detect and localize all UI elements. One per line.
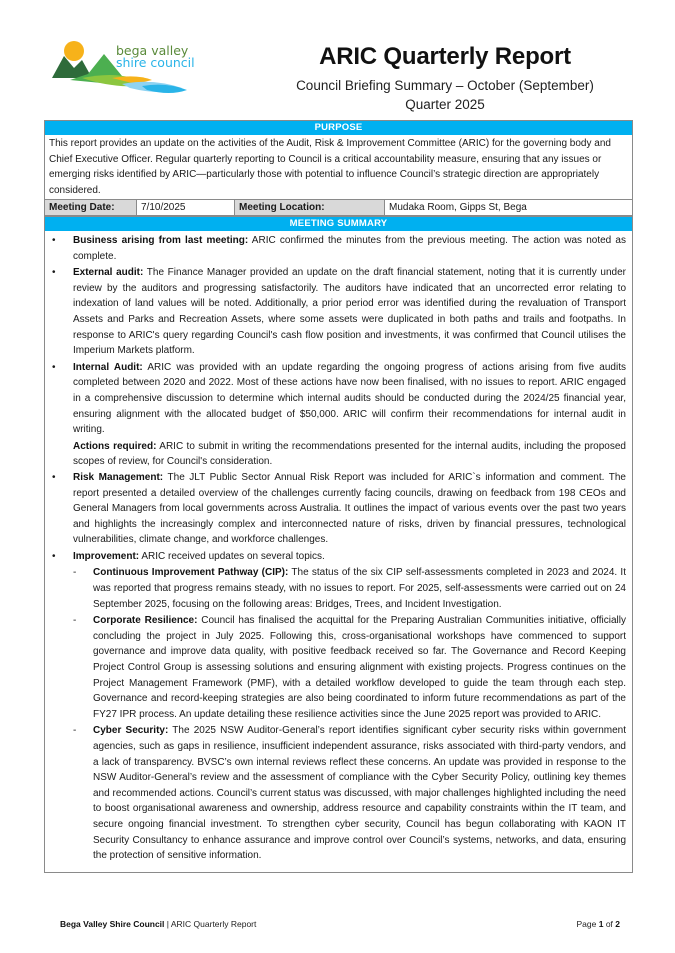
report-title: ARIC Quarterly Report — [319, 43, 571, 70]
footer-doc-title: ARIC Quarterly Report — [170, 919, 257, 929]
logo-line-2: shire council — [116, 55, 195, 70]
item-text: The Finance Manager provided an update on the draft financial statement, noting that it is currently under review by the auditors and progressing satisfactorily. The auditors have indicated that an uncorrected error relating to indexation of land values will be noted. Additionally, a prior period error was identified during the revaluation of Transport Assets and Parks and Recreation Assets, where some assets were duplicated in both paths and trails and footpaths. In response to ARIC's query regarding Council's cash flow position and investments, it was confirmed that Council utilises the Imperium Markets platform. — [73, 267, 626, 357]
bullet-icon: • — [52, 471, 56, 483]
dash-icon: - — [73, 567, 77, 579]
summary-item-risk-management — [45, 470, 626, 548]
footer-separator: | — [164, 919, 171, 929]
meeting-summary-body — [45, 231, 632, 864]
sub-item-title: Cyber Security: — [93, 725, 169, 737]
meeting-location-label: Meeting Location: — [235, 200, 385, 215]
meeting-date-label: Meeting Date: — [45, 200, 137, 215]
council-logo — [52, 38, 232, 98]
item-text: ARIC to submit in writing the recommendations presented for the internal audits, including the proposed scopes of review, for Council's consideration. — [73, 440, 626, 468]
dash-icon: - — [73, 615, 77, 627]
page-footer — [60, 919, 620, 929]
item-text: ARIC received updates on several topics. — [139, 550, 325, 562]
improvement-sub-item-cyber-security — [45, 723, 626, 863]
footer-org: Bega Valley Shire Council — [60, 919, 165, 929]
sub-item-title: Continuous Improvement Pathway (CIP): — [93, 567, 289, 579]
item-title: External audit: — [73, 267, 144, 279]
item-title: Business arising from last meeting: — [73, 235, 249, 246]
logo-wordmark — [116, 45, 195, 69]
summary-item-business-arising — [45, 233, 626, 264]
report-subtitle — [280, 76, 610, 114]
subtitle-line-2: Quarter 2025 — [405, 97, 485, 112]
bullet-icon: • — [52, 267, 56, 279]
subtitle-line-1: Council Briefing Summary – October (September) — [296, 78, 594, 93]
meeting-summary-section — [44, 216, 633, 873]
sub-item-title: Corporate Resilience: — [93, 615, 198, 627]
summary-item-improvement — [45, 549, 626, 565]
document-header — [0, 0, 675, 118]
title-block — [280, 42, 610, 114]
sub-item-text: The status of the six CIP self-assessments completed in 2023 and 2024. It was reported that progress remains steady, with no issues to report. For 2025, self-assessments were carried out on 24 September 2025, focusing on the following areas: Bridges, Trees, and Incident Investigation. — [93, 567, 626, 610]
meeting-date-value: 7/10/2025 — [137, 200, 235, 215]
bullet-icon: • — [52, 550, 56, 562]
item-text: The JLT Public Sector Annual Risk Report was included for ARIC`s information and comment. The report presented a detailed overview of the challenges currently facing councils, drawing on feedback from 198 CEOs and General Managers from local governments across Australia. It outlines the impact of various events over the past two years and highlights the increasingly complex and interconnected nature of risks, driven by financial pressures, technological vulnerabilities, climate change, and workforce challenges. — [73, 471, 626, 546]
summary-item-external-audit — [45, 265, 626, 359]
sub-item-text: Council has finalised the acquittal for the Preparing Australian Communities initiative, officially concluding the project in July 2025. Following this, cross-organisational workshops have commenced to support governance and improve data quality, with positive feedback received so far. The Governance and Record Keeping Project Control Group is assessing solutions and ensuring alignment with existing projects. Progress continues on the Project Management Framework (PMF), with a detailed workflow developed to guide the team through each step. Governance and record-keeping strategies are also being coordinated to inform future recommendations as part of the FY27 IPR process. An update detailing these resilience activities since the June 2025 report was provided to ARIC. — [93, 615, 626, 720]
dash-icon: - — [73, 725, 77, 737]
footer-left — [60, 919, 256, 929]
logo-line-1: bega valley — [116, 43, 189, 58]
summary-item-internal-audit — [45, 360, 626, 438]
meeting-summary-heading: MEETING SUMMARY — [45, 217, 632, 231]
bullet-icon: • — [52, 361, 56, 373]
item-title: Improvement: — [73, 550, 140, 562]
bullet-icon: • — [52, 235, 56, 246]
page-number — [577, 919, 621, 929]
improvement-sub-item-corporate-resilience — [45, 613, 626, 722]
sub-item-text: The 2025 NSW Auditor-General’s report identifies significant cyber security risks within government agencies, such as gaps in resilience, insufficient independent assurance, risks associated with third-party vendors, and a lack of transparency. BVSC’s own internal reviews reflect these concerns. An update was provided in response to the NSW Auditor-General’s review and the assessment of compliance with the Cyber Security Policy, outlining key themes and recommended actions. Council’s current status was discussed, with major challenges highlighted including the need to boost organisational awareness and ownership, address resource and capability constraints within the IT team, and secure ongoing financial investment. To strengthen cyber security, Council has begun collaborating with KAON IT Security Consultancy to enhance assurance and improve control over Council’s systems, networks, and data, ensuring the protection of sensitive information. — [93, 725, 626, 862]
page-current: 1 — [598, 919, 604, 929]
meeting-location-value: Mudaka Room, Gipps St, Bega — [389, 202, 527, 213]
item-title: Actions required: — [73, 440, 157, 452]
purpose-heading: PURPOSE — [45, 121, 632, 135]
item-text: ARIC confirmed the minutes from the previous meeting. The action was noted as complete. — [73, 235, 626, 262]
purpose-section — [44, 120, 633, 216]
item-text: ARIC was provided with an update regarding the ongoing progress of actions arising from five audits completed between 2020 and 2022. Most of these actions have now been finalised, with no issues to report. ARIC engaged in a comprehensive discussion to determine which internal audits should be conducted during the 2024/25 financial year, ensuring alignment with the allocated budget of $50,000. ARIC will confirm their recommendations for internal audit in writing. — [73, 361, 626, 436]
purpose-text: This report provides an update on the activities of the Audit, Risk & Improvement Committee (ARIC) for the governing body and Chief Executive Officer. Regular quarterly reporting to Council is a critical accountability measure, ensuring that any issues or emerging risks identified by ARIC—particularly those with potential to influence Council’s strategic direction are appropriately considered. — [49, 138, 611, 196]
page-total: 2 — [615, 919, 620, 929]
summary-actions-required — [45, 439, 626, 470]
item-title: Risk Management: — [73, 471, 164, 483]
meeting-details-row — [45, 199, 632, 215]
page-prefix: Page — [576, 919, 599, 929]
improvement-sub-item-cip — [45, 565, 626, 612]
item-title: Internal Audit: — [73, 361, 143, 373]
page-of: of — [603, 919, 616, 929]
